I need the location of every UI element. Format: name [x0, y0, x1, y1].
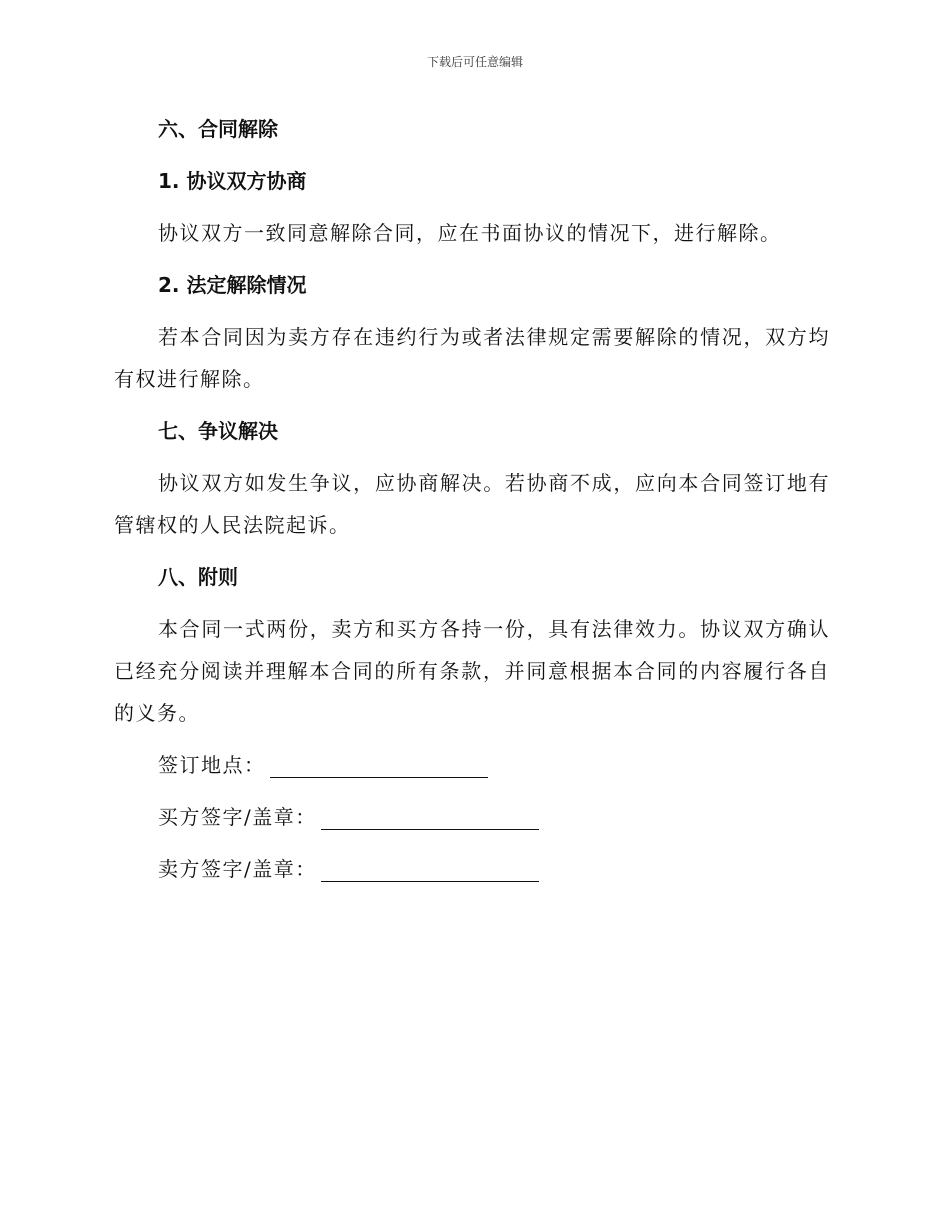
seller-signature-line: [114, 848, 830, 890]
subsection-mutual-title: 1. 协议双方协商: [158, 169, 307, 193]
buyer-signature-line: [114, 796, 830, 838]
signing-place-blank[interactable]: [270, 747, 488, 778]
section-termination-title: 六、合同解除: [158, 117, 278, 141]
section-dispute-title: 七、争议解决: [158, 419, 278, 443]
subsection-mutual-text: 协议双方一致同意解除合同，应在书面协议的情况下，进行解除。: [158, 221, 782, 245]
seller-signature-label: 卖方签字/盖章：: [158, 857, 317, 881]
contract-content: [114, 108, 830, 900]
section-supplementary-title: 八、附则: [158, 565, 238, 589]
signing-place-label: 签订地点：: [158, 753, 266, 777]
seller-signature-blank[interactable]: [321, 851, 539, 882]
subsection-legal-text: 若本合同因为卖方存在违约行为或者法律规定需要解除的情况，双方均有权进行解除。: [114, 325, 830, 391]
signing-place-line: [114, 744, 830, 786]
header-note: 下载后可任意编辑: [426, 55, 523, 69]
subsection-legal-title: 2. 法定解除情况: [158, 273, 307, 297]
section-dispute-text: 协议双方如发生争议，应协商解决。若协商不成，应向本合同签订地有管辖权的人民法院起诉。: [114, 471, 830, 537]
buyer-signature-blank[interactable]: [321, 799, 539, 830]
section-supplementary-text: 本合同一式两份，卖方和买方各持一份，具有法律效力。协议双方确认已经充分阅读并理解本合同的所有条款，并同意根据本合同的内容履行各自的义务。: [114, 617, 830, 725]
buyer-signature-label: 买方签字/盖章：: [158, 805, 317, 829]
